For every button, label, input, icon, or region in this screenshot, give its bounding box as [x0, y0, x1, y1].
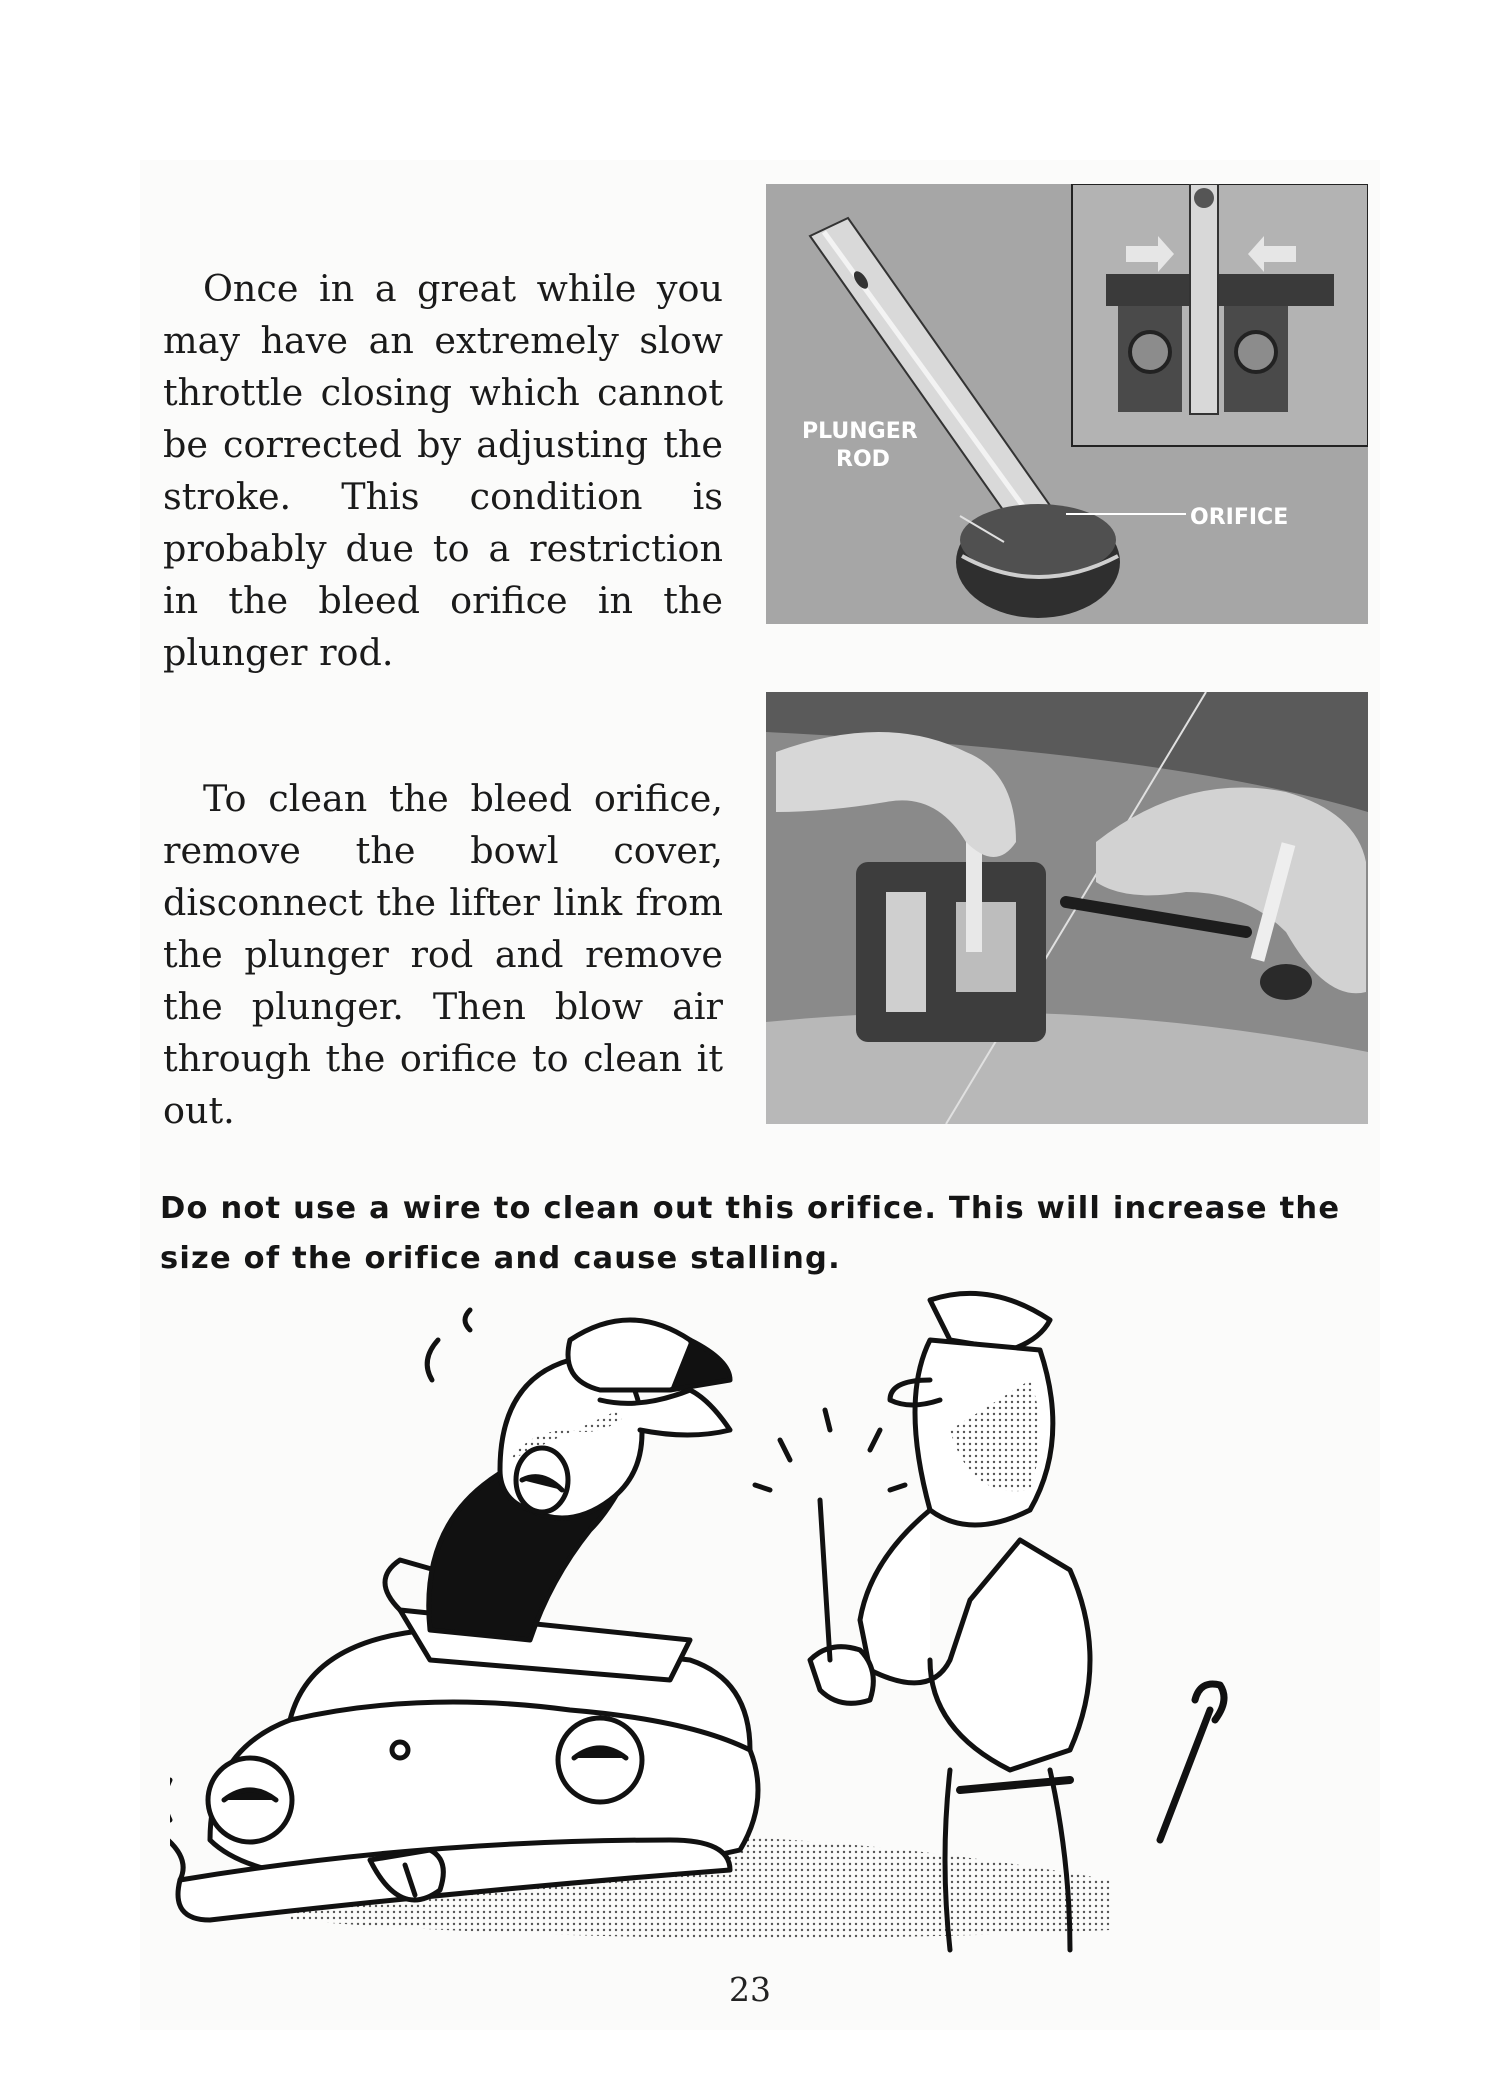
removing-plunger-photo: [766, 692, 1368, 1124]
page-number: 23: [729, 1970, 771, 2009]
plunger-label-line2: ROD: [836, 447, 890, 472]
paragraph-slow-throttle: Once in a great while you may have an extremely slow throttle closing which cannot be corrected by adjusting the stroke. This condition is probably due to a restriction in the bleed orifice in the plunger rod.: [163, 266, 723, 674]
plunger-rod-photo: [766, 184, 1368, 624]
orifice-label: ORIFICE: [1190, 505, 1289, 530]
paragraph-clean-orifice: To clean the bleed orifice, remove the bowl cover, disconnect the lifter link from the plunger rod and remove the plunger. Then blow air through the orifice to clean it out.: [163, 776, 723, 1132]
warning-text: Do not use a wire to clean out this orifice. This will increase the size of the orifice and cause stalling.: [160, 1191, 1341, 1276]
plunger-label-line1: PLUNGER: [802, 419, 918, 444]
cartoon-illustration: [170, 1280, 1370, 1970]
